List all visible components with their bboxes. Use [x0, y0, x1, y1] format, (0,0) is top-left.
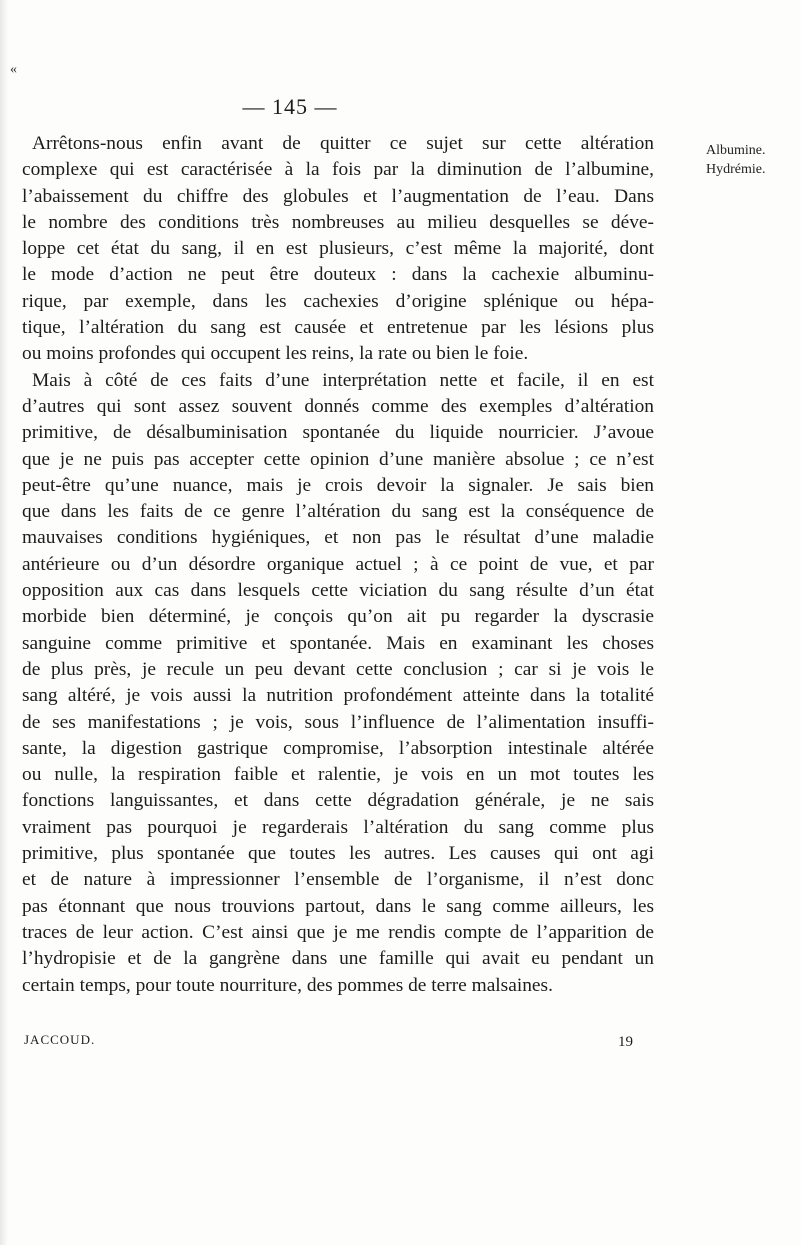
text-line: complexe qui est caractérisée à la fois par la diminution de l’albumine, [22, 159, 654, 181]
text-line: certain temps, pour toute nourriture, des pommes de terre malsaines. [22, 974, 553, 996]
text-line: opposition aux cas dans lesquels cette viciation du sang résulte d’un état [22, 580, 654, 602]
page-number: — 145 — [242, 94, 338, 119]
text-line: sang altéré, je vois aussi la nutrition profondément atteinte dans la totalité [22, 685, 654, 707]
text-line: d’autres qui sont assez souvent donnés comme des exemples d’altération [22, 395, 654, 417]
text-line: antérieure ou d’un désordre organique actuel ; à ce point de vue, et par [22, 553, 654, 575]
text-line: rique, par exemple, dans les cachexies d’origine splénique ou hépa- [22, 290, 654, 312]
text-line: que dans les faits de ce genre l’altération du sang est la conséquence de [22, 501, 654, 523]
text-line: le nombre des conditions très nombreuses au milieu desquelles se déve- [22, 211, 654, 233]
text-line: Mais à côté de ces faits d’une interprétation nette et facile, il en est [32, 369, 654, 391]
text-line: fonctions languissantes, et dans cette dégradation générale, je ne sais [22, 790, 654, 812]
page-edge-shadow [0, 0, 8, 1245]
text-line: de plus près, je recule un peu devant cette conclusion ; car si je vois le [22, 658, 654, 680]
signature-mark: JACCOUD. [24, 1032, 96, 1047]
text-line: le mode d’action ne peut être douteux : dans la cachexie albuminu- [22, 264, 654, 286]
text-line: ou moins profondes qui occupent les reins, la rate ou bien le foie. [22, 343, 529, 365]
text-line: Arrêtons-nous enfin avant de quitter ce sujet sur cette altération [32, 133, 654, 154]
margin-note-hydremie: Hydrémie. [706, 162, 766, 177]
margin-notes [706, 141, 766, 179]
text-line: l’abaissement du chiffre des globules et l’augmentation de l’eau. Dans [22, 185, 654, 207]
text-line: que je ne puis pas accepter cette opinion d’une manière absolue ; ce n’est [22, 448, 654, 470]
text-line: traces de leur action. C’est ainsi que je me rendis compte de l’apparition de [22, 921, 654, 943]
text-line: pas étonnant que nous trouvions partout, dans le sang comme ailleurs, les [22, 895, 654, 917]
sheet-number: 19 [618, 1034, 633, 1050]
text-line: loppe cet état du sang, il en est plusieurs, c’est même la majorité, dont [22, 238, 654, 260]
text-line: sante, la digestion gastrique compromise, l’absorption intestinale altérée [22, 737, 654, 759]
text-line: vraiment pas pourquoi je regarderais l’altération du sang comme plus [22, 816, 654, 838]
text-line: tique, l’altération du sang est causée et entretenue par les lésions plus [22, 317, 654, 339]
text-line: de ses manifestations ; je vois, sous l’influence de l’alimentation insuffi- [22, 711, 654, 733]
text-line: mauvaises conditions hygiéniques, et non pas le résultat d’une maladie [22, 527, 654, 549]
text-line: morbide bien déterminé, je conçois qu’on ait pu regarder la dyscrasie [22, 606, 654, 628]
text-line: l’hydropisie et de la gangrène dans une famille qui avait eu pendant un [22, 948, 654, 970]
margin-note-albumine: Albumine. [706, 143, 766, 158]
body-text [22, 131, 654, 999]
text-line: primitive, plus spontanée que toutes les autres. Les causes qui ont agi [22, 843, 654, 865]
text-line: primitive, de désalbuminisation spontanée du liquide nourricier. J’avoue [22, 422, 654, 444]
corner-mark: « [10, 62, 17, 77]
text-line: et de nature à impressionner l’ensemble de l’organisme, il n’est donc [22, 869, 654, 891]
text-line: ou nulle, la respiration faible et ralentie, je vois en un mot toutes les [22, 764, 654, 786]
text-line: sanguine comme primitive et spontanée. Mais en examinant les choses [22, 632, 654, 654]
text-line: peut-être qu’une nuance, mais je crois devoir la signaler. Je sais bien [22, 474, 654, 496]
